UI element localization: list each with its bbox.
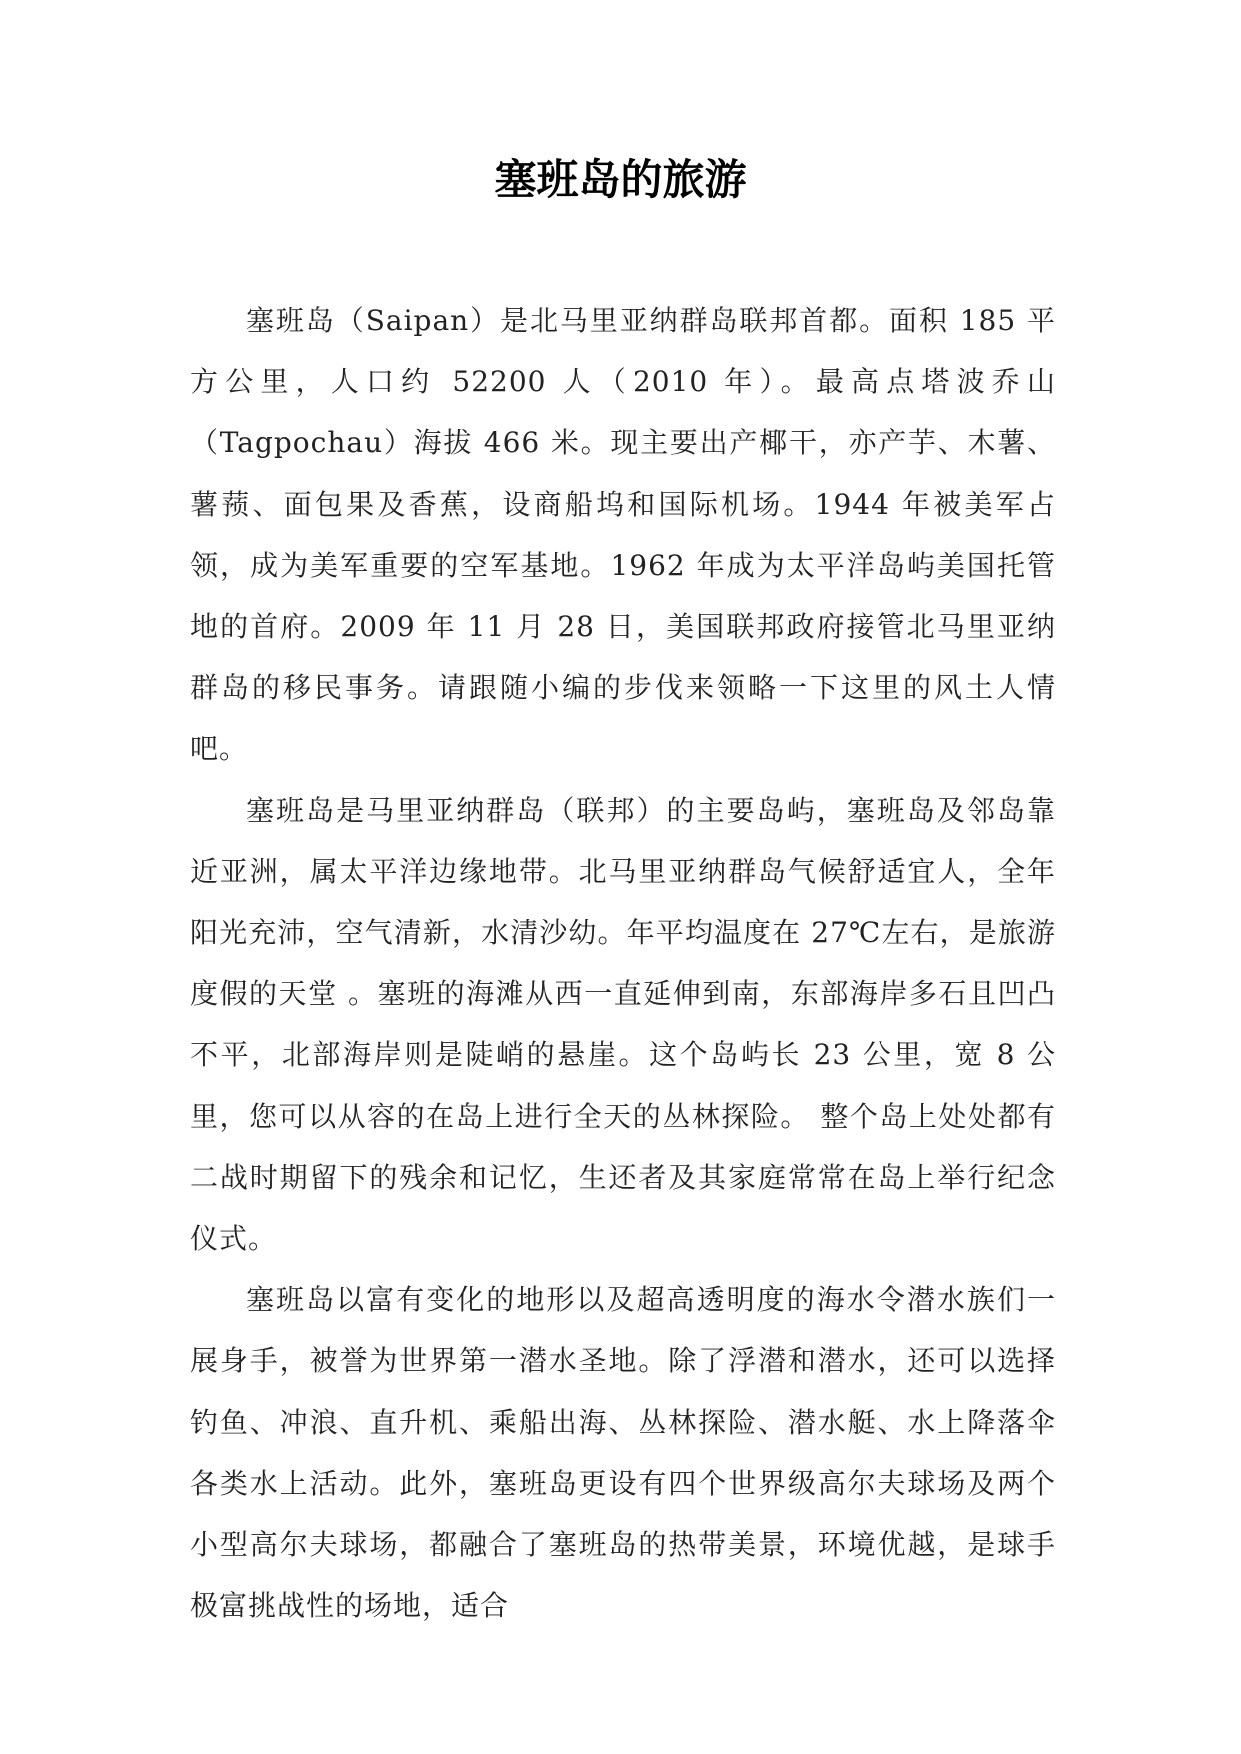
document-title: 塞班岛的旅游 (494, 155, 747, 204)
paragraph-activities: 塞班岛以富有变化的地形以及超高透明度的海水令潜水族们一展身手，被誉为世界第一潜水圣地。除了浮潜和潜水，还可以选择钓鱼、冲浪、直升机、乘船出海、丛林探险、潜水艇、水上降落伞各类水上活动。此外，塞班岛更设有四个世界级高尔夫球场及两个小型高尔夫球场，都融合了塞班岛的热带美景，环境优越，是球手极富挑战性的场地，适合 (190, 1283, 1056, 1623)
paragraph-geography: 塞班岛是马里亚纳群岛（联邦）的主要岛屿，塞班岛及邻岛靠近亚洲，属太平洋边缘地带。北马里亚纳群岛气候舒适宜人，全年阳光充沛，空气清新，水清沙幼。年平均温度在 27℃左右，是旅游度假的天堂 。塞班的海滩从西一直延伸到南，东部海岸多石且凹凸不平，北部海岸则是陡峭的悬崖。这个岛屿长 23 公里，宽 8 公里，您可以从容的在岛上进行全天的丛林探险。 整个岛上处处都有二战时期留下的残余和记忆，生还者及其家庭常常在岛上举行纪念仪式。 (190, 793, 1056, 1256)
paragraph-intro: 塞班岛（Saipan）是北马里亚纳群岛联邦首都。面积 185 平方公里，人口约 52200 人（2010 年）。最高点塔波乔山（Tagpochau）海拔 466 米。现主要出产椰干，亦产芋、木薯、薯蓣、面包果及香蕉，设商船坞和国际机场。1944 年被美军占领，成为美军重要的空军基地。1962 年成为太平洋岛屿美国托管地的首府。2009 年 11 月 28 日，美国联邦政府接管北马里亚纳群岛的移民事务。请跟随小编的步伐来领略一下这里的风土人情吧。 (190, 304, 1056, 766)
document-body (190, 290, 1056, 1636)
